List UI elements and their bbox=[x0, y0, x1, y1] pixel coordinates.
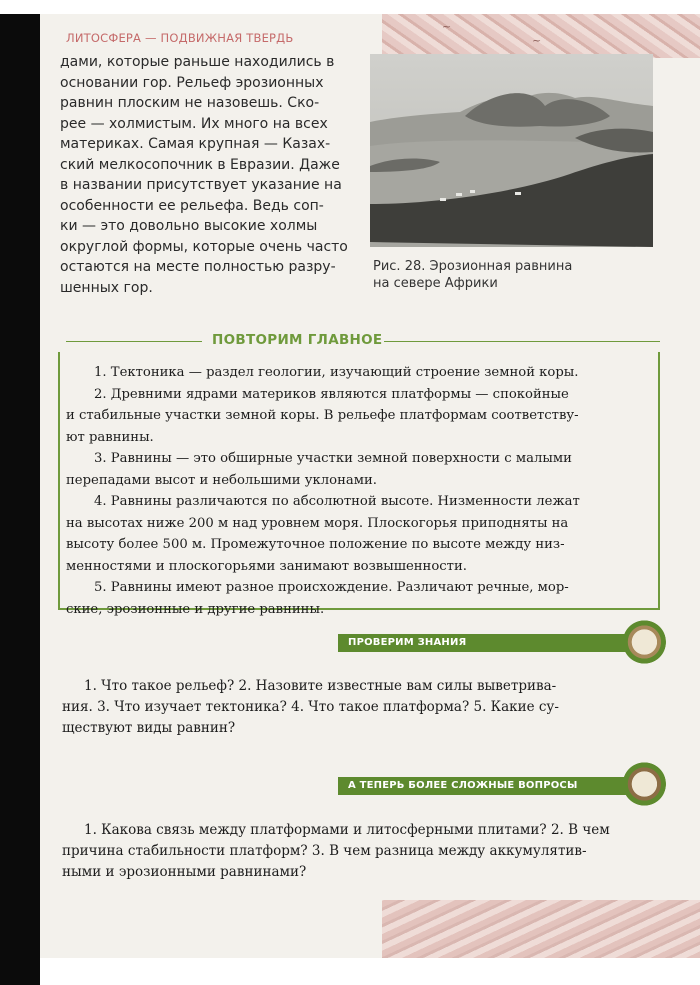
map-decoration-top: ~ ~ bbox=[382, 14, 700, 58]
caption-line: Рис. 28. Эрозионная равнина bbox=[373, 259, 573, 274]
text-line: основании гор. Рельеф эрозионных bbox=[60, 74, 324, 91]
scan-border-left bbox=[0, 0, 40, 985]
recap-line: 1. Тектоника — раздел геологии, изучающий строение земной коры. bbox=[94, 365, 579, 380]
check-knowledge-banner: ПРОВЕРИМ ЗНАНИЯ bbox=[338, 634, 628, 652]
recap-line: и стабильные участки земной коры. В рельефе платформам соответству- bbox=[66, 408, 579, 423]
text-line: остаются на месте полностью разру- bbox=[60, 259, 336, 275]
text-line: материках. Самая крупная — Казах- bbox=[60, 136, 331, 152]
text-line: округлой формы, которые очень часто bbox=[60, 238, 348, 255]
question-line: 1. Какова связь между платформами и литосферными плитами? 2. В чем bbox=[84, 822, 610, 838]
text-line: особенности ее рельефа. Ведь соп- bbox=[60, 197, 324, 214]
heading-rule bbox=[384, 341, 660, 342]
erosion-plain-photo bbox=[370, 54, 653, 247]
question-line: причина стабильности платформ? 3. В чем разница между аккумулятив- bbox=[62, 843, 587, 859]
check-questions bbox=[62, 676, 658, 739]
question-line: 1. Что такое рельеф? 2. Назовите известные вам силы выветрива- bbox=[84, 678, 557, 694]
text-line: ки — это довольно высокие холмы bbox=[60, 218, 318, 234]
question-line: ния. 3. Что изучает тектоника? 4. Что такое платформа? 5. Какие су- bbox=[62, 699, 559, 715]
recap-line: 5. Равнины имеют разное происхождение. Различают речные, мор- bbox=[94, 580, 569, 595]
shell-icon bbox=[618, 760, 666, 808]
snail-shell-icon bbox=[618, 618, 666, 666]
caption-line: на севере Африки bbox=[373, 276, 498, 291]
text-line: равнин плоским не назовешь. Ско- bbox=[60, 95, 320, 111]
scan-border-top bbox=[0, 0, 700, 14]
map-decoration-bottom bbox=[382, 900, 700, 958]
question-line: ными и эрозионными равнинами? bbox=[62, 864, 307, 880]
recap-title: ПОВТОРИМ ГЛАВНОЕ bbox=[212, 332, 383, 348]
heading-rule bbox=[66, 341, 202, 342]
recap-line: на высотах ниже 200 м над уровнем моря. Плоскогорья приподняты на bbox=[66, 515, 569, 531]
question-line: ществуют виды равнин? bbox=[62, 720, 236, 736]
running-header: ЛИТОСФЕРА — ПОДВИЖНАЯ ТВЕРДЬ bbox=[66, 31, 294, 45]
hard-questions bbox=[62, 820, 658, 883]
recap-heading bbox=[66, 332, 660, 350]
text-line: дами, которые раньше находились в bbox=[60, 54, 335, 70]
text-line: шенных гор. bbox=[60, 279, 153, 296]
text-line: ский мелкосопочник в Евразии. Даже bbox=[60, 156, 340, 173]
recap-line: 2. Древними ядрами материков являются платформы — спокойные bbox=[94, 386, 569, 402]
recap-line: высоту более 500 м. Промежуточное положение по высоте между низ- bbox=[66, 537, 565, 552]
hard-questions-banner: А ТЕПЕРЬ БОЛЕЕ СЛОЖНЫЕ ВОПРОСЫ bbox=[338, 777, 628, 795]
figure-caption bbox=[373, 258, 572, 292]
recap-line: перепадами высот и небольшими уклонами. bbox=[66, 472, 377, 488]
recap-line: ские, эрозионные и другие равнины. bbox=[66, 601, 325, 617]
recap-line: менностями и плоскогорьями занимают возвышенности. bbox=[66, 558, 467, 574]
recap-line: ют равнины. bbox=[66, 429, 154, 445]
text-line: рее — холмистым. Их много на всех bbox=[60, 115, 328, 132]
body-paragraph bbox=[60, 52, 356, 298]
text-line: в названии присутствует указание на bbox=[60, 177, 342, 193]
recap-line: 4. Равнины различаются по абсолютной высоте. Низменности лежат bbox=[94, 494, 580, 509]
recap-line: 3. Равнины — это обширные участки земной поверхности с малыми bbox=[94, 451, 572, 466]
recap-text bbox=[66, 362, 656, 620]
